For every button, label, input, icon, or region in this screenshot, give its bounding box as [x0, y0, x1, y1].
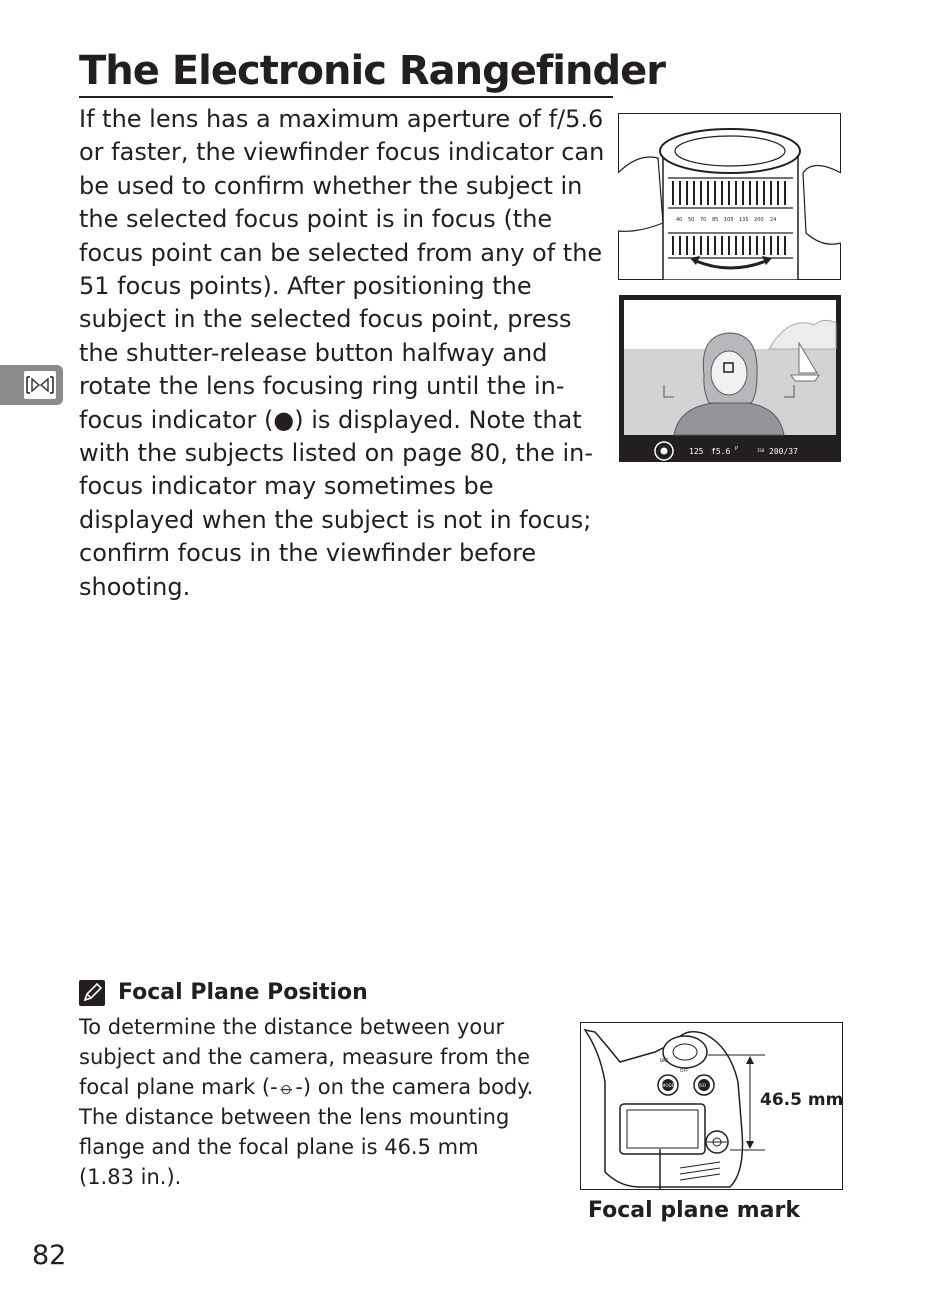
- body-line: If the lens has a maximum aperture of f/5.6: [79, 105, 604, 133]
- page-number: 82: [32, 1240, 67, 1271]
- dimension-label: 46.5 mm: [760, 1090, 844, 1110]
- body-line: focus indicator may sometimes be: [79, 472, 494, 501]
- off-label: OFF: [680, 1069, 689, 1074]
- body-line: focus point can be selected from any of the: [79, 238, 603, 267]
- note-title: Focal Plane Position: [118, 980, 368, 1005]
- shutter-speed-readout: 125: [689, 447, 704, 456]
- aperture-readout: f5.6: [711, 447, 731, 456]
- note-line: flange and the focal plane is 46.5 mm: [79, 1135, 479, 1159]
- chapter-tab: [0, 365, 63, 405]
- body-paragraph: [79, 103, 605, 604]
- note-line: To determine the distance between your: [79, 1015, 505, 1039]
- viewfinder-illustration: [619, 295, 841, 462]
- lens-scale-mark: 40: [676, 217, 683, 223]
- body-line: with the subjects listed on page 80, the in-: [79, 439, 594, 468]
- note-line: focal plane mark (-⦵-) on the camera body.: [79, 1075, 534, 1099]
- focal-plane-label: Focal plane mark: [588, 1198, 800, 1223]
- bkt-label: BKT: [660, 1059, 669, 1064]
- body-line: confirm focus in the viewfinder before: [79, 539, 537, 568]
- body-line: rotate the lens focusing ring until the in-: [79, 372, 565, 401]
- lens-scale-mark: 85: [712, 217, 719, 223]
- iso-mark: ISO: [757, 448, 765, 453]
- lens-scale-mark: 200: [754, 217, 764, 223]
- body-line: shooting.: [79, 572, 191, 601]
- iso-label: ISO: [699, 1083, 706, 1088]
- note-line: (1.83 in.).: [79, 1165, 182, 1189]
- exposure-mode-readout: P: [735, 446, 739, 452]
- body-line: displayed when the subject is not in focus;: [79, 505, 592, 534]
- frames-readout: 200/37: [769, 447, 798, 456]
- mode-label: MODE: [662, 1083, 675, 1088]
- lens-scale-mark: 135: [739, 217, 749, 223]
- lens-scale-mark: 70: [700, 217, 707, 223]
- body-line: focus indicator (●) is displayed. Note that: [79, 405, 582, 434]
- note-line: The distance between the lens mounting: [79, 1105, 510, 1129]
- body-line: the selected focus point is in focus (the: [79, 205, 553, 234]
- body-line: the shutter-release button halfway and: [79, 338, 548, 367]
- body-line: 51 focus points). After positioning the: [79, 272, 532, 301]
- page-title: The Electronic Rangefinder: [79, 46, 613, 98]
- pencil-icon: [79, 980, 105, 1006]
- note-body: [79, 1012, 549, 1192]
- note-line: subject and the camera, measure from the: [79, 1045, 531, 1069]
- lens-scale-mark: 105: [724, 217, 734, 223]
- focus-brackets-icon: [24, 371, 56, 399]
- lens-focusing-ring-illustration: [618, 113, 841, 280]
- body-line: be used to confirm whether the subject in: [79, 171, 583, 200]
- lens-scale-mark: 24: [770, 217, 777, 223]
- body-line: or faster, the viewfinder focus indicator can: [79, 138, 605, 167]
- lens-scale-mark: 50: [688, 217, 695, 223]
- body-line: subject in the selected focus point, press: [79, 305, 572, 334]
